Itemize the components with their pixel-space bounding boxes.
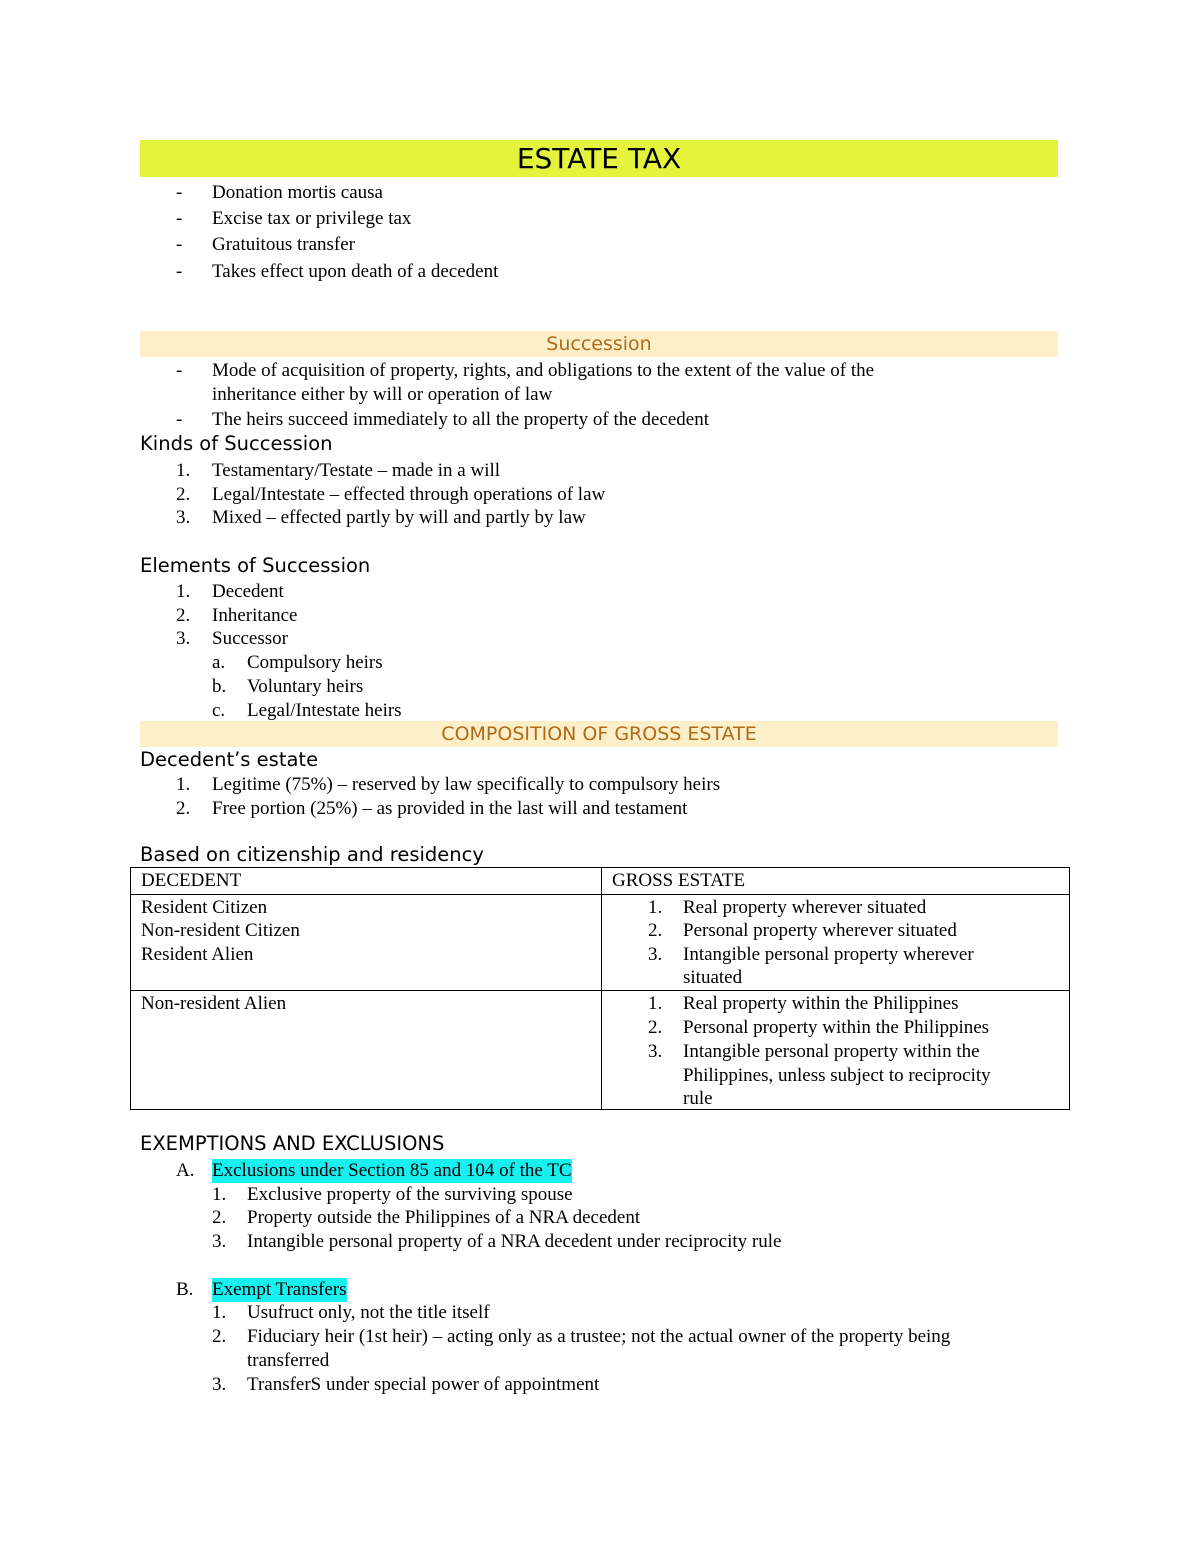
estate-item: Free portion (25%) – as provided in the last will and testament	[212, 798, 688, 819]
section-a-item: Intangible personal property of a NRA decedent under reciprocity rule	[247, 1231, 782, 1252]
intro-item: Donation mortis causa	[212, 182, 383, 203]
section-heading: COMPOSITION OF GROSS ESTATE	[441, 723, 757, 745]
header-gross-estate: GROSS ESTATE	[612, 870, 746, 891]
basis-heading: Based on citizenship and residency	[140, 843, 484, 866]
kind-item: Legal/Intestate – effected through operations of law	[212, 484, 606, 505]
section-b-item: Fiduciary heir (1st heir) – acting only as a trustee; not the actual owner of the property being	[247, 1326, 951, 1347]
number-marker: 3.	[648, 1041, 663, 1062]
number-marker: 3.	[176, 507, 191, 528]
letter-marker: A.	[176, 1160, 195, 1181]
table-cell	[602, 895, 1070, 991]
gross-estate-item: Intangible personal property wherever	[683, 944, 974, 965]
table-cell	[131, 895, 602, 991]
gross-estate-item-continued: Philippines, unless subject to reciprocity	[683, 1065, 991, 1086]
number-marker: 1.	[176, 460, 191, 481]
number-marker: 1.	[212, 1184, 227, 1205]
intro-item: Excise tax or privilege tax	[212, 208, 412, 229]
element-item: Successor	[212, 628, 288, 649]
number-marker: 3.	[176, 628, 191, 649]
number-marker: 1.	[648, 993, 663, 1014]
intro-item: Gratuitous transfer	[212, 234, 355, 255]
gross-estate-item: Real property wherever situated	[683, 897, 927, 918]
number-marker: 3.	[212, 1374, 227, 1395]
number-marker: 2.	[648, 1017, 663, 1038]
successor-type: Compulsory heirs	[247, 652, 383, 673]
number-marker: 2.	[212, 1326, 227, 1347]
dash-marker: -	[176, 208, 183, 229]
table-row	[131, 895, 1070, 991]
number-marker: 1.	[648, 897, 663, 918]
gross-estate-item-continued: situated	[683, 967, 743, 988]
kind-item: Testamentary/Testate – made in a will	[212, 460, 501, 481]
dash-marker: -	[176, 234, 183, 255]
kind-item: Mixed – effected partly by will and partly by law	[212, 507, 586, 528]
element-item: Decedent	[212, 581, 284, 602]
letter-marker: a.	[212, 652, 226, 673]
section-a-title: Exclusions under Section 85 and 104 of the TC	[212, 1160, 572, 1181]
table-cell	[602, 991, 1070, 1110]
gross-estate-item: Personal property wherever situated	[683, 920, 957, 941]
number-marker: 1.	[176, 774, 191, 795]
letter-marker: B.	[176, 1279, 194, 1300]
section-a-item: Property outside the Philippines of a NRA decedent	[247, 1207, 641, 1228]
letter-marker: b.	[212, 676, 227, 697]
succession-item: The heirs succeed immediately to all the property of the decedent	[212, 409, 709, 430]
succession-item-continued: inheritance either by will or operation of law	[212, 384, 553, 405]
number-marker: 2.	[176, 798, 191, 819]
gross-estate-item: Intangible personal property within the	[683, 1041, 980, 1062]
dash-marker: -	[176, 182, 183, 203]
successor-type: Legal/Intestate heirs	[247, 700, 402, 721]
section-b-item: Usufruct only, not the title itself	[247, 1302, 490, 1323]
section-b-title: Exempt Transfers	[212, 1279, 347, 1300]
section-heading: Succession	[546, 333, 652, 355]
table-row	[131, 991, 1070, 1110]
dash-marker: -	[176, 409, 183, 430]
exemptions-heading: EXEMPTIONS AND EXCLUSIONS	[140, 1132, 445, 1155]
number-marker: 2.	[176, 484, 191, 505]
header-decedent: DECEDENT	[141, 870, 242, 891]
decedent-type: Non-resident Citizen	[141, 920, 300, 941]
table-cell	[131, 991, 602, 1110]
section-b-item-continued: transferred	[247, 1350, 330, 1371]
gross-estate-table	[130, 867, 1070, 1110]
elements-heading: Elements of Succession	[140, 554, 371, 577]
table-header-cell	[602, 868, 1070, 895]
decedent-type: Non-resident Alien	[141, 993, 287, 1014]
page-title: ESTATE TAX	[516, 142, 682, 175]
number-marker: 1.	[212, 1302, 227, 1323]
number-marker: 1.	[176, 581, 191, 602]
dash-marker: -	[176, 261, 183, 282]
letter-marker: c.	[212, 700, 226, 721]
decedent-type: Resident Alien	[141, 944, 254, 965]
estate-item: Legitime (75%) – reserved by law specifically to compulsory heirs	[212, 774, 721, 795]
number-marker: 2.	[212, 1207, 227, 1228]
number-marker: 2.	[176, 605, 191, 626]
number-marker: 2.	[648, 920, 663, 941]
succession-item: Mode of acquisition of property, rights, and obligations to the extent of the value of the	[212, 360, 875, 381]
element-item: Inheritance	[212, 605, 298, 626]
gross-estate-item: Real property within the Philippines	[683, 993, 959, 1014]
kinds-heading: Kinds of Succession	[140, 432, 333, 455]
successor-type: Voluntary heirs	[247, 676, 364, 697]
number-marker: 3.	[212, 1231, 227, 1252]
intro-item: Takes effect upon death of a decedent	[212, 261, 499, 282]
dash-marker: -	[176, 360, 183, 381]
number-marker: 3.	[648, 944, 663, 965]
composition-banner	[140, 721, 1058, 747]
gross-estate-item-continued: rule	[683, 1088, 713, 1109]
decedent-type: Resident Citizen	[141, 897, 268, 918]
section-a-item: Exclusive property of the surviving spouse	[247, 1184, 573, 1205]
table-header-cell	[131, 868, 602, 895]
table-header-row	[131, 868, 1070, 895]
gross-estate-item: Personal property within the Philippines	[683, 1017, 990, 1038]
title-banner	[140, 140, 1058, 177]
section-b-item: TransferS under special power of appointment	[247, 1374, 600, 1395]
succession-banner	[140, 331, 1058, 357]
estate-heading: Decedent’s estate	[140, 748, 319, 771]
